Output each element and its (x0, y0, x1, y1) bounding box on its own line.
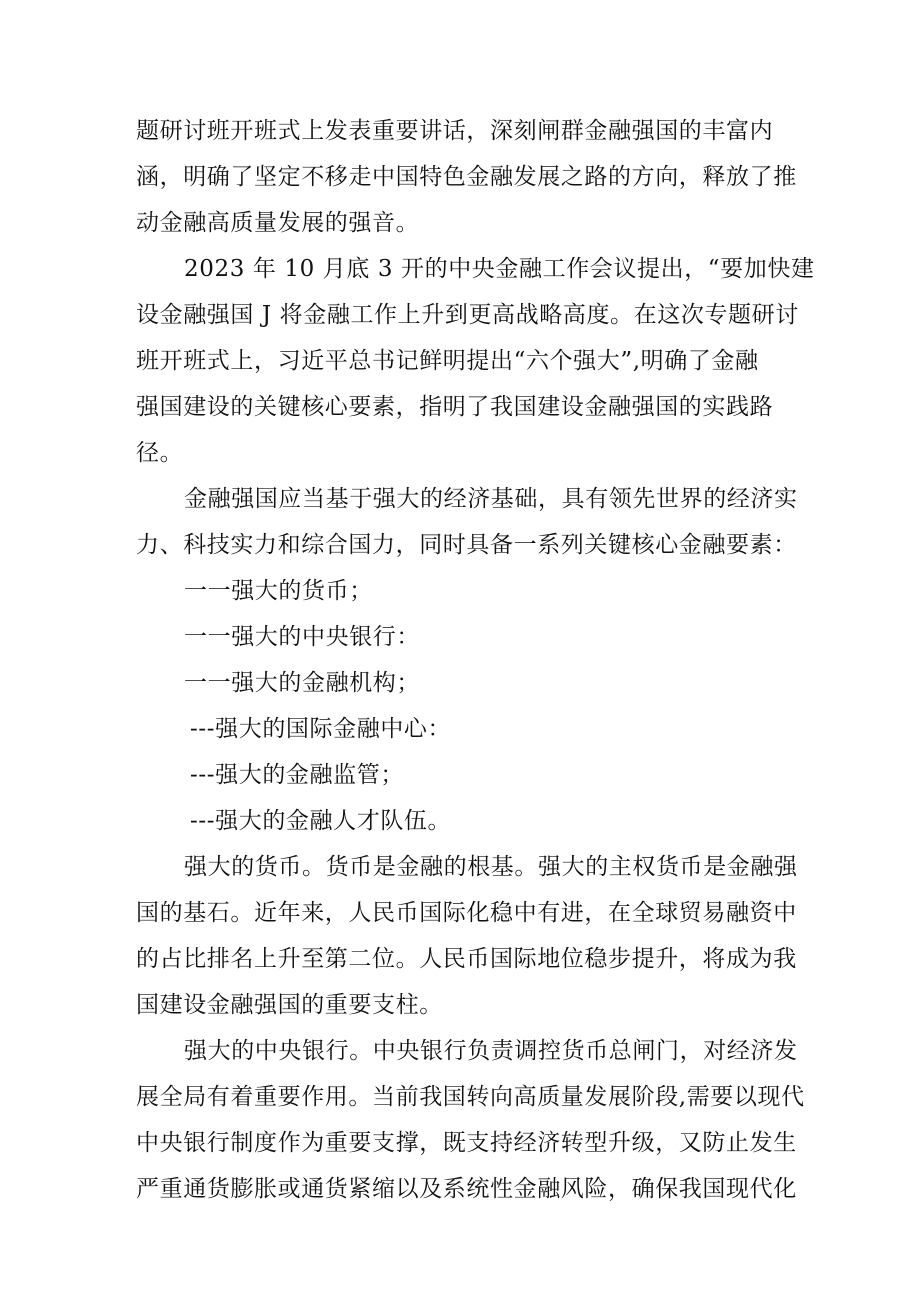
paragraph-4-line-2: 国的基石。近年来，人民币国际化稳中有进，在全球贸易融资中 (136, 900, 797, 926)
paragraph-1-line-1: 题研讨班开班式上发表重要讲话，深刻闸群金融强国的丰富内 (136, 118, 774, 144)
paragraph-2-line-1: 2023 年 10 月底 3 开的中央金融工作会议提出，“要加快建 (184, 256, 815, 282)
paragraph-2-line-5: 径。 (136, 440, 184, 466)
paragraph-2-line-2: 设金融强国 J 将金融工作上升到更高战略高度。在这次专题研讨 (136, 302, 799, 328)
list-item: ---强大的金融人才队伍。 (190, 808, 452, 834)
paragraph-1-line-3: 动金融高质量发展的强音。 (136, 210, 420, 236)
paragraph-3-line-1: 金融强国应当基于强大的经济基础，具有领先世界的经济实 (184, 486, 798, 512)
paragraph-5-line-4: 严重通货膨胀或通货紧缩以及系统性金融风险，确保我国现代化 (136, 1176, 797, 1202)
list-item: ---强大的金融监管； (190, 762, 404, 788)
paragraph-2-line-4: 强国建设的关键核心要素，指明了我国建设金融强国的实践路 (136, 394, 774, 420)
list-item: 一一强大的中央银行： (184, 624, 420, 650)
paragraph-4-line-4: 国建设金融强国的重要支柱。 (136, 992, 443, 1018)
list-item: 一一强大的货币； (184, 578, 373, 604)
paragraph-3-line-2: 力、科技实力和综合国力，同时具备一系列关键核心金融要素： (136, 532, 797, 558)
list-item: ---强大的国际金融中心： (190, 716, 452, 742)
paragraph-4-line-1: 强大的货币。货币是金融的根基。强大的主权货币是金融强 (184, 854, 798, 880)
paragraph-1-line-2: 涵，明确了坚定不移走中国特色金融发展之路的方向，释放了推 (136, 164, 797, 190)
paragraph-5-line-3: 中央银行制度作为重要支撑，既支持经济转型升级，又防止发生 (136, 1130, 797, 1156)
paragraph-2-line-3: 班开班式上，习近平总书记鲜明提出“六个强大”,明确了金融 (136, 348, 759, 374)
paragraph-5-line-1: 强大的中央银行。中央银行负责调控货币总闸门，对经济发 (184, 1038, 798, 1064)
paragraph-4-line-3: 的占比排名上升至第二位。人民币国际地位稳步提升，将成为我 (136, 946, 797, 972)
paragraph-5-line-2: 展全局有着重要作用。当前我国转向高质量发展阶段,需要以现代 (136, 1084, 805, 1110)
list-item: 一一强大的金融机构； (184, 670, 420, 696)
